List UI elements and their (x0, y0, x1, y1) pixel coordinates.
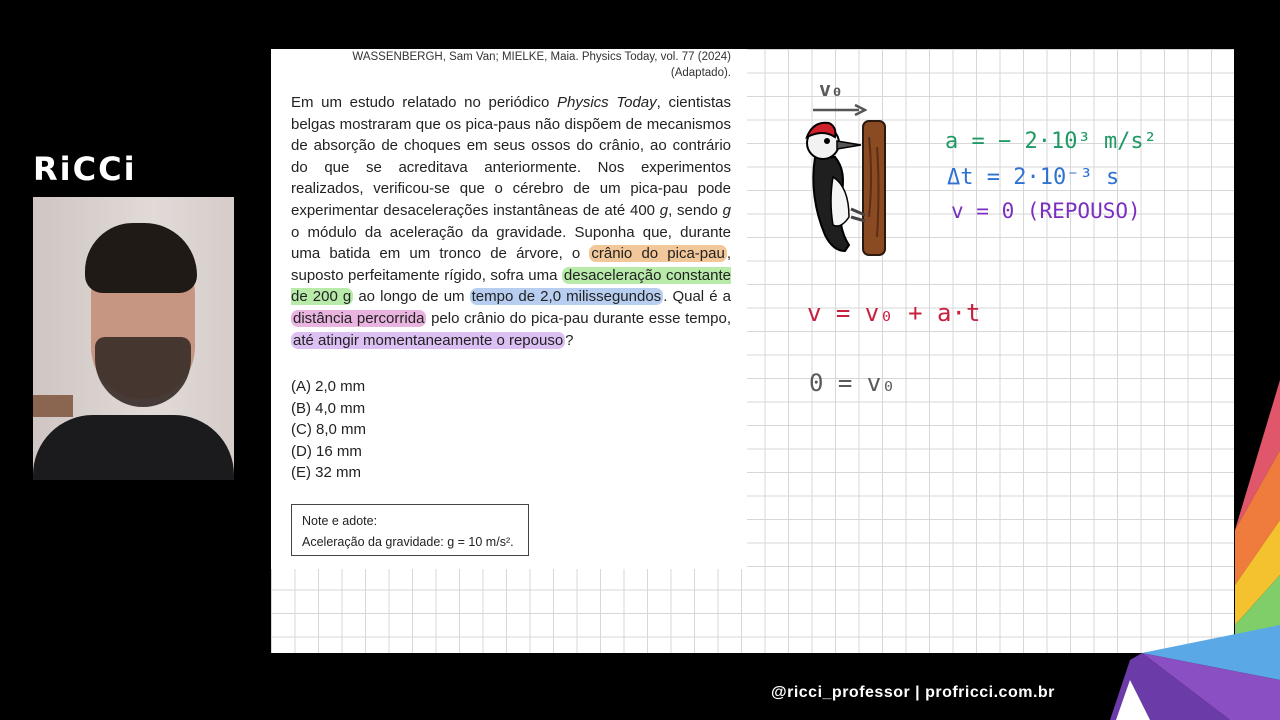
question-p7: . Qual é a (663, 288, 732, 306)
journal-name: Physics Today (557, 94, 657, 111)
given-time-interval: Δt = 2·10⁻³ s (947, 165, 1120, 190)
question-p6: ao longo de um (353, 288, 470, 306)
webcam-shelf (33, 395, 73, 417)
tree-trunk (863, 121, 885, 255)
question-p5: , suposto perfeitamente rígido, sofra uma (291, 245, 731, 284)
given-final-velocity: v = 0 (REPOUSO) (951, 199, 1141, 223)
woodpecker-illustration (789, 117, 894, 257)
highlight-time: tempo de 2,0 milissegundos (471, 288, 662, 306)
kinematics-formula: v = v₀ + a·t (807, 299, 981, 327)
option-a: (A) 2,0 mm (291, 378, 366, 395)
question-p2: , cientistas belgas mostraram que os pica-paus não dispõem de mecanismos de absorção de choques em seus ossos do crânio, ao contrário do que se acreditava anteriormente. Nos experimentos realizados, verificou-se que o cérebro de um pica-pau pode experimentar desacelerações instantâneas de até 400 (291, 94, 731, 219)
question-text (291, 92, 731, 351)
option-c: (C) 8,0 mm (291, 421, 366, 439)
note-body: Aceleração da gravidade: g = 10 m/s². (302, 535, 514, 549)
social-handle: @ricci_professor | profricci.com.br (771, 684, 1055, 701)
question-panel (271, 49, 747, 569)
question-p9: ? (565, 331, 574, 349)
option-e: (E) 32 mm (291, 464, 362, 482)
webcam-feed (33, 197, 234, 480)
gravity-symbol: g (722, 201, 731, 219)
question-p8: pelo crânio do pica-pau durante esse tempo, (426, 309, 731, 327)
highlight-distance: distância percorrida (293, 309, 425, 327)
v0-label: v₀ (819, 77, 844, 101)
highlight-rest: até atingir momentaneamente o repouso (293, 331, 564, 349)
formula-substitution: 0 = v₀ (809, 369, 896, 397)
reference-line1: WASSENBERGH, Sam Van; MIELKE, Maia. Physics Today, vol. 77 (2024) (352, 51, 731, 63)
given-acceleration: a = − 2·10³ m/s² (945, 129, 1157, 154)
woodpecker-beak (837, 141, 861, 149)
decorative-color-bands (1110, 380, 1280, 720)
question-p4: o módulo da aceleração da gravidade. Suponha que, durante uma batida em um tronco de árvore, o (291, 223, 731, 263)
gravity-symbol: g (659, 201, 669, 219)
brand-logo: RiCCi (33, 150, 137, 188)
whiteboard[interactable] (271, 49, 1234, 653)
option-d: (D) 16 mm (291, 442, 362, 460)
question-p1: Em um estudo relatado no periódico (291, 94, 557, 111)
velocity-arrow-icon (811, 103, 867, 117)
highlight-skull: crânio do pica-pau (591, 245, 725, 263)
answer-options (291, 376, 366, 484)
presenter-shirt (33, 415, 234, 480)
highlight-deceleration: desaceleração constante de 200 g (291, 266, 732, 306)
option-b: (B) 4,0 mm (291, 399, 366, 417)
reference-line2: (Adaptado). (670, 67, 731, 79)
note-box (291, 504, 529, 556)
note-title: Note e adote: (302, 514, 378, 528)
question-p3: , sendo (668, 201, 723, 219)
reference-citation (352, 49, 731, 81)
